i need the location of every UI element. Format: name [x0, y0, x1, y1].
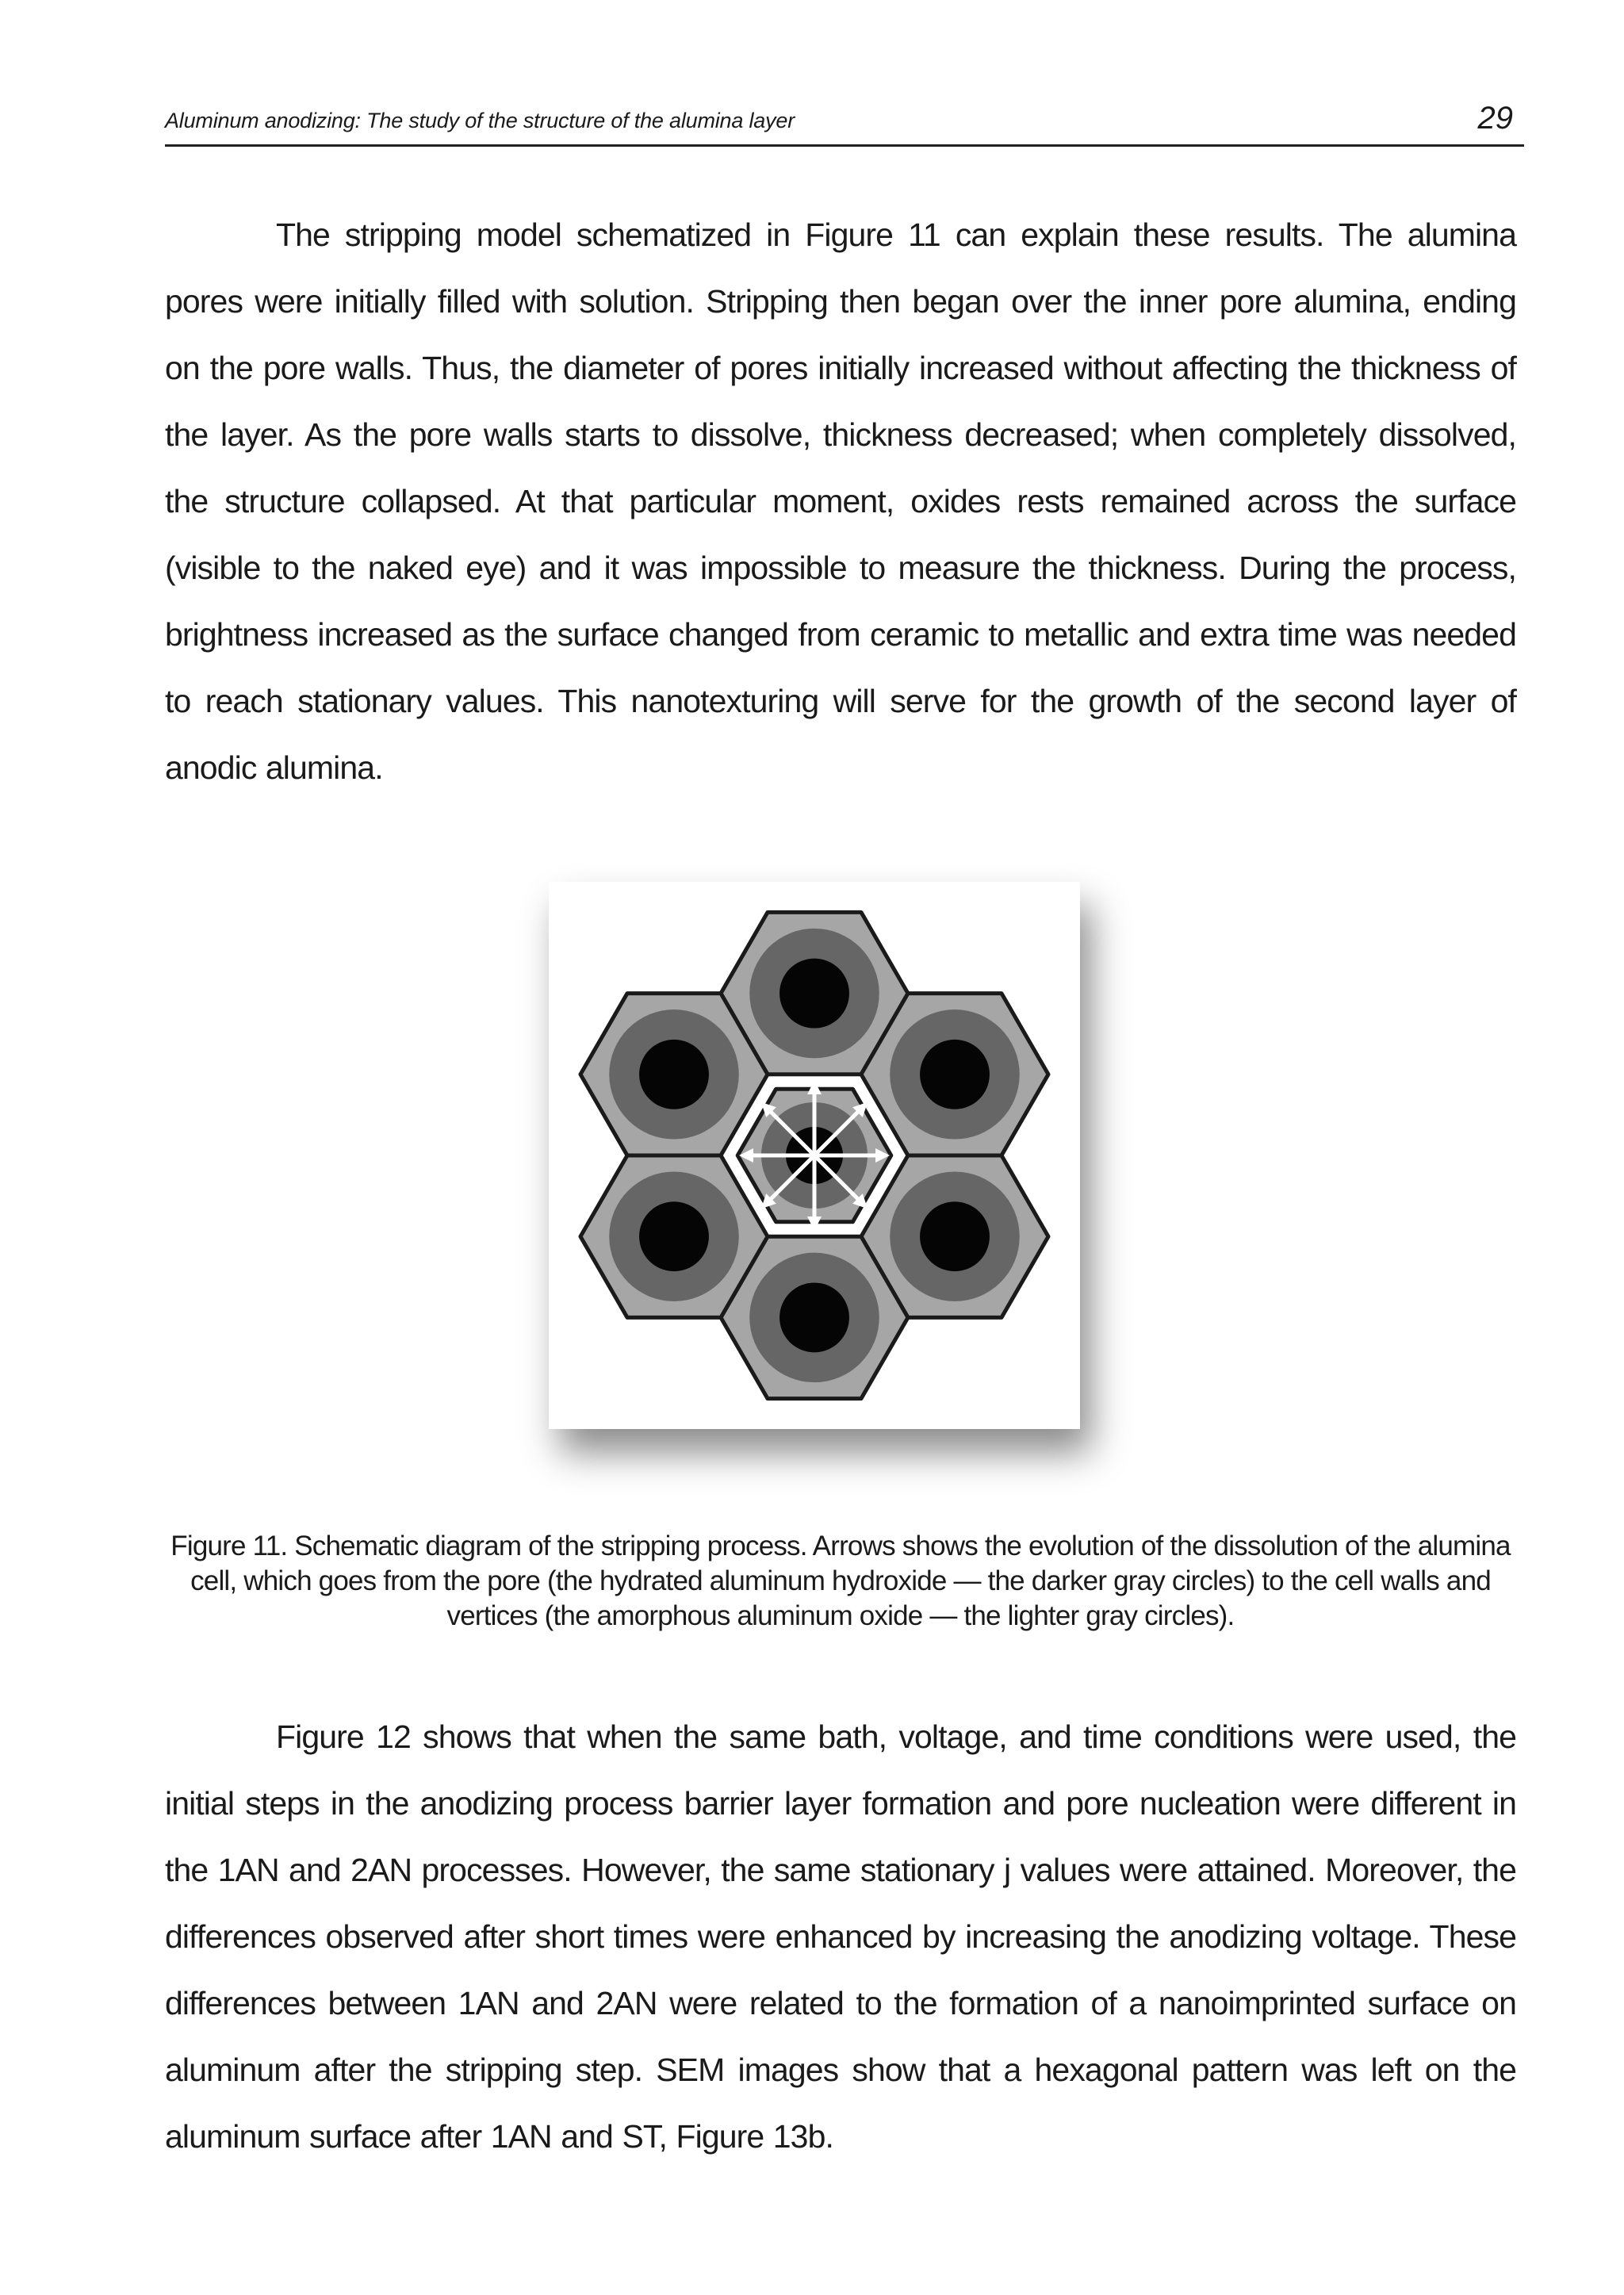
body-paragraph-2-text: Figure 12 shows that when the same bath, voltage, and time conditions were used, the initial steps in the anodizing process barrier layer formation and pore nucleation were different in the 1AN and 2AN processes. However, the same stationary j values were attained. Moreover, the differences observed after short times were enhanced by increasing the anodizing voltage. These differences between 1AN and 2AN were related to the formation of a nanoimprinted surface on aluminum after the stripping step. SEM images show that a hexagonal pattern was left on the aluminum surface after 1AN and ST, Figure 13b. — [165, 1718, 1516, 2155]
pore — [639, 1201, 709, 1271]
figure-caption: Figure 11. Schematic diagram of the stripping process. Arrows shows the evolution of the dissolution of the alumina cell, which goes from the pore (the hydrated aluminum hydroxide — the darker gray circles) to the cell walls and vertices (the amorphous aluminum oxide — the lighter gray circles). — [170, 1531, 1511, 1631]
running-header — [165, 94, 1524, 147]
pore — [779, 1282, 849, 1352]
body-paragraph-1 — [165, 201, 1516, 801]
body-paragraph-1-text: The stripping model schematized in Figure 11 can explain these results. The alumina pores were initially filled with solution. Stripping then began over the inner pore alumina, ending on the pore walls. Thus, the diameter of pores initially increased without affecting the thickness of the layer. As the pore walls starts to dissolve, thickness decreased; when completely dissolved, the structure collapsed. At that particular moment, oxides rests remained across the surface (visible to the naked eye) and it was impossible to measure the thickness. During the process, brightness increased as the surface changed from ceramic to metallic and extra time was needed to reach stationary values. This nanotexturing will serve for the growth of the second layer of anodic alumina. — [165, 216, 1516, 786]
hexagonal-cell-diagram — [549, 882, 1080, 1429]
pore — [920, 1040, 990, 1109]
pore — [639, 1040, 709, 1109]
running-title: Aluminum anodizing: The study of the structure of the alumina layer — [165, 109, 795, 132]
figure-11 — [549, 882, 1080, 1429]
pore — [779, 959, 849, 1029]
page-number: 29 — [1477, 101, 1513, 136]
dissolution-arrows — [739, 1080, 890, 1231]
pore — [920, 1201, 990, 1271]
body-paragraph-2 — [165, 1703, 1516, 2170]
